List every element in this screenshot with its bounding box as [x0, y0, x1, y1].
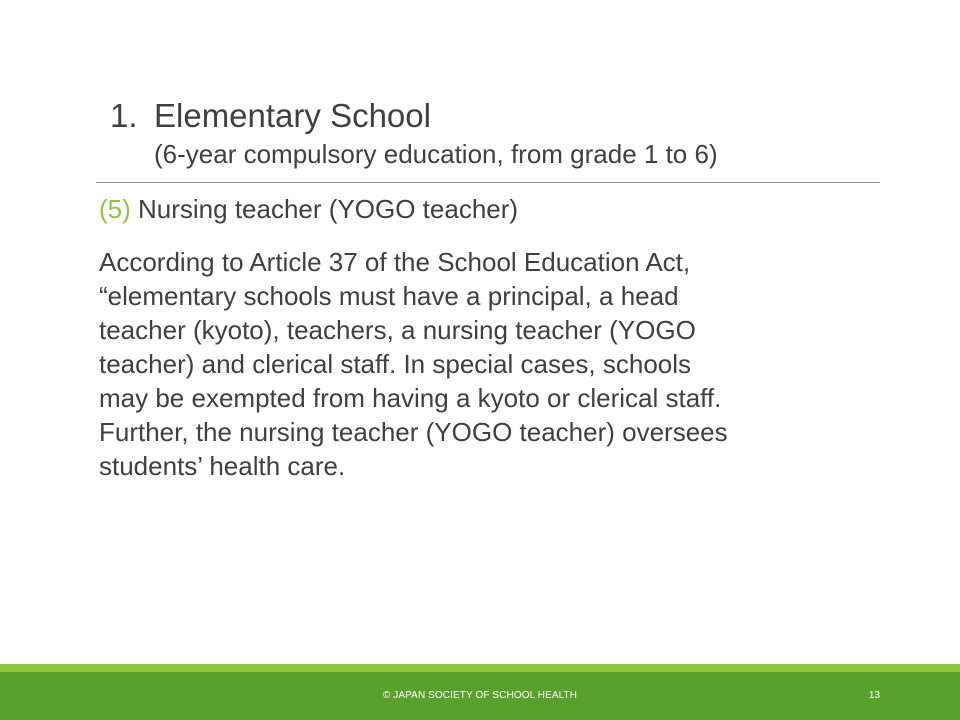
title-divider	[96, 182, 880, 183]
title-number: 1.	[110, 97, 138, 134]
section-heading-text: Nursing teacher (YOGO teacher)	[138, 194, 519, 224]
page-number: 13	[868, 690, 880, 701]
body-line: teacher) and clerical staff. In special cases, schools	[99, 349, 692, 379]
body-line: teacher (kyoto), teachers, a nursing teacher (YOGO	[99, 315, 696, 345]
title-block	[110, 96, 870, 172]
title-text: Elementary School	[154, 97, 431, 134]
slide-title	[110, 96, 870, 136]
body-paragraph	[99, 245, 879, 483]
body-line: may be exempted from having a kyoto or clerical staff.	[99, 383, 722, 413]
footer-copyright: © JAPAN SOCIETY OF SCHOOL HEALTH	[382, 690, 578, 701]
body-line: According to Article 37 of the School Education Act,	[99, 247, 691, 277]
body-line: students’ health care.	[99, 451, 346, 481]
section-number: (5)	[99, 194, 131, 224]
body-line: Further, the nursing teacher (YOGO teacher) oversees	[99, 417, 728, 447]
slide-subtitle: (6-year compulsory education, from grade 1 to 6)	[154, 139, 718, 169]
body-line: “elementary schools must have a principal, a head	[99, 281, 679, 311]
section-heading	[99, 192, 518, 226]
footer-accent-stripe	[0, 664, 960, 672]
